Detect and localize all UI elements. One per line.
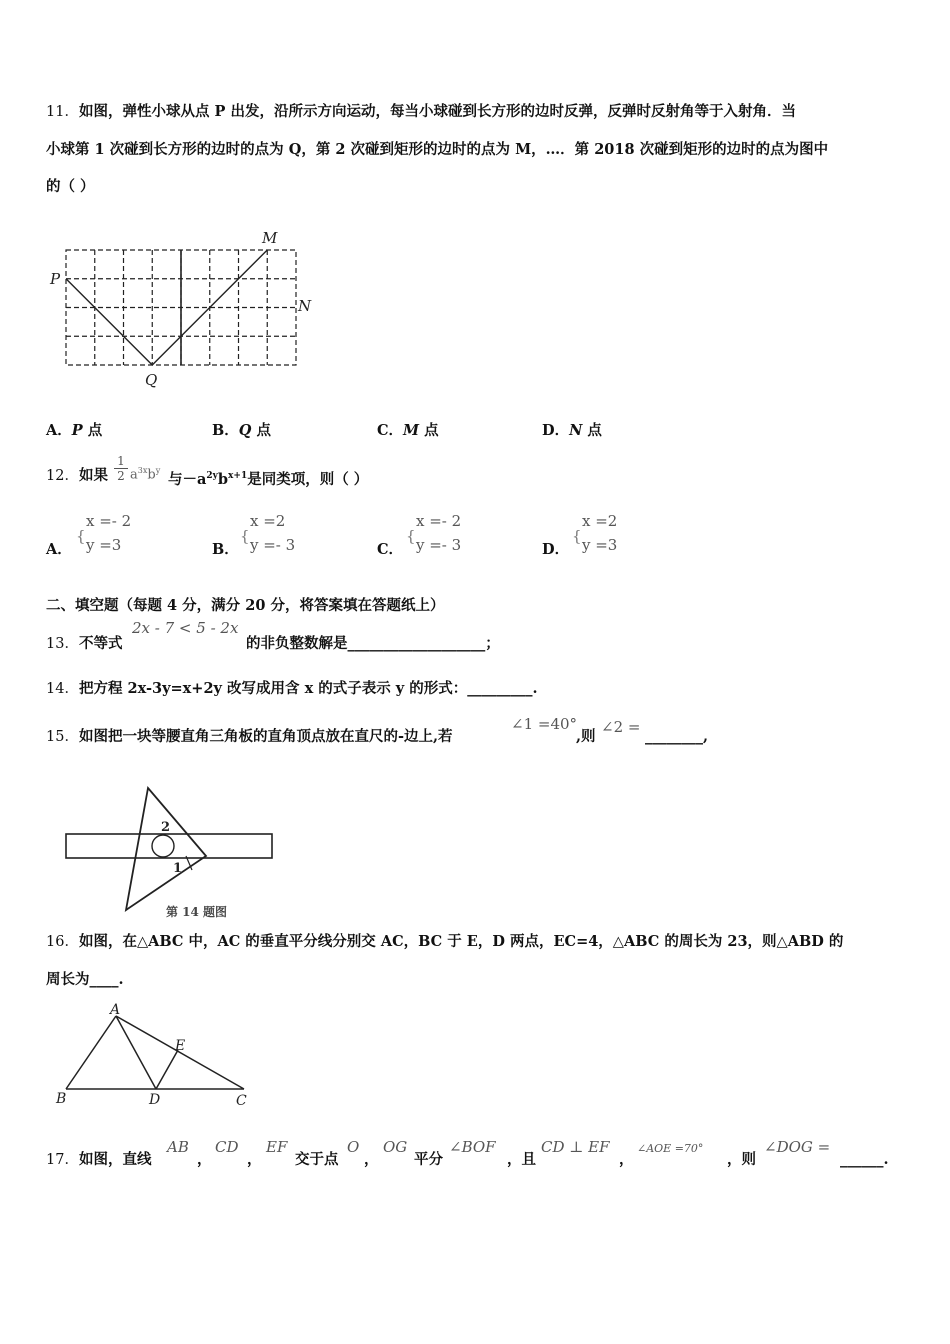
system-top: x =- 2 [416, 512, 462, 530]
q11-text-line3: 的（ ） [46, 178, 95, 195]
q12-mid: 与－a [168, 470, 207, 488]
q12-choice-c[interactable] [377, 538, 403, 559]
q12-d-system [582, 509, 617, 557]
q12-c-system [416, 509, 461, 557]
q12-term-b: b [147, 467, 156, 483]
q15-triangle [126, 788, 206, 910]
q17-perp: CD ⊥ EF [541, 1138, 610, 1156]
q17-aoe: ∠AOE =70° [637, 1142, 704, 1155]
q15-angle-2-label: 2 [161, 820, 171, 835]
q13-line [46, 634, 122, 654]
q12-choice-b[interactable] [212, 538, 239, 559]
choice-label: B． [212, 541, 239, 558]
system-top: x =- 2 [86, 512, 132, 530]
q12-choice-d[interactable] [542, 538, 569, 559]
system-bottom: y =3 [86, 536, 122, 554]
choice-suffix: 点 [251, 422, 271, 439]
q11-text-line1: 如图，弹性小球从点 P 出发，沿所示方向运动，每当小球碰到长方形的边时反弹，反弹时反射角等于入射角．当 [78, 103, 796, 120]
q12-mid-b: b [217, 470, 229, 488]
q11-choice-c[interactable] [377, 419, 439, 440]
q12-choice-a[interactable] [46, 538, 72, 559]
q12-frac-den: 2 [114, 468, 128, 483]
q17-bof: ∠BOF [449, 1138, 496, 1156]
q12-rest [168, 466, 368, 490]
choice-label: D． [542, 422, 570, 439]
q16-text-line2: 周长为____. [46, 971, 124, 988]
q15-line [46, 727, 453, 747]
q17-start [46, 1150, 151, 1170]
q12-suffix: 是同类项，则（ ） [247, 470, 369, 488]
q16-label-c: C [236, 1093, 247, 1109]
q16-triangle-figure [50, 1000, 260, 1110]
choice-label: C． [377, 422, 404, 439]
q17-text4: ，且 [507, 1151, 536, 1168]
choice-suffix: 点 [82, 422, 103, 439]
q12-exp2b: x+1 [228, 471, 248, 481]
q11-line1 [46, 102, 796, 122]
q11-text-line2: 小球第 1 次碰到长方形的边时的点为 Q，第 2 次碰到矩形的边时的点为 M，…．第 2018 次碰到矩形的边时的点为图中 [46, 141, 829, 158]
q16-number: 16． [46, 934, 79, 950]
q17-sep1: ， [197, 1151, 212, 1168]
q13-suffix: 的非负整数解是___________________； [246, 635, 500, 652]
q15-figure [60, 780, 280, 919]
q15-number: 15． [46, 729, 79, 745]
choice-label: D． [542, 541, 570, 558]
q11-label-n: N [298, 297, 312, 315]
q17-ef: EF [266, 1138, 288, 1156]
q15-ask: ∠2 = [601, 718, 641, 736]
q12-a-system [86, 509, 131, 557]
q17-sep4: ， [619, 1151, 634, 1168]
system-bottom: y =- 3 [250, 536, 296, 554]
q14-line [46, 679, 538, 699]
q12-number: 12． [46, 468, 79, 484]
choice-label: C． [377, 541, 404, 558]
q17-og: OG [383, 1138, 408, 1156]
q13-prefix: 不等式 [78, 635, 123, 652]
q11-choice-a[interactable] [46, 419, 102, 440]
brace-icon: { [572, 527, 582, 545]
q14-text: 把方程 2x-3y=x+2y 改写成用含 x 的式子表示 y 的形式：_________. [78, 680, 538, 697]
q17-ab: AB [167, 1138, 189, 1156]
q12-exp-a: 3x [137, 466, 148, 475]
q15-blank: ________, [645, 728, 709, 745]
q17-dog: ∠DOG = [764, 1138, 831, 1156]
q17-text1: 如图，直线 [78, 1151, 152, 1168]
q11-number: 11． [46, 104, 79, 120]
q12-fraction [114, 454, 128, 483]
system-top: x =2 [582, 512, 618, 530]
q17-cd: CD [215, 1138, 239, 1156]
q15-hole [152, 835, 174, 857]
q17-o: O [347, 1138, 360, 1156]
choice-point: Q [238, 422, 252, 439]
choice-label: A． [46, 422, 72, 439]
brace-icon: { [240, 527, 250, 545]
section2-title: 二、填空题（每题 4 分，满分 20 分，将答案填在答题纸上） [46, 597, 445, 614]
q15-condition: ∠1 =40° [511, 715, 578, 733]
q17-text5: ，则 [727, 1151, 756, 1168]
q11-label-m: M [262, 229, 278, 247]
system-top: x =2 [250, 512, 286, 530]
q12-exp2a: 2y [206, 471, 218, 481]
q11-label-p: P [50, 270, 61, 288]
q15-angle-1-label: 1 [173, 861, 183, 876]
q12-exp-b: y [155, 466, 161, 475]
q17-blank: ______. [840, 1151, 889, 1168]
q17-number: 17． [46, 1152, 79, 1168]
q17-sep2: ， [247, 1151, 262, 1168]
q12-b-system [250, 509, 295, 557]
choice-point: N [569, 422, 583, 439]
q11-choice-b[interactable] [212, 419, 271, 440]
q16-label-b: B [56, 1091, 67, 1107]
brace-icon: { [76, 527, 86, 545]
q11-choice-d[interactable] [542, 419, 602, 440]
q16-line1 [46, 932, 843, 952]
choice-suffix: 点 [419, 422, 439, 439]
q12-term1 [130, 466, 160, 482]
q17-text2: 交于点 [295, 1151, 339, 1168]
q16-text-line1: 如图，在△ABC 中，AC 的垂直平分线分别交 AC，BC 于 E，D 两点，EC=4，△ABC 的周长为 23，则△ABD 的 [78, 933, 844, 950]
q11-label-q: Q [145, 371, 158, 389]
q17-text3: 平分 [414, 1151, 443, 1168]
q17-sep3: ， [364, 1151, 379, 1168]
q12-frac-num: 1 [117, 454, 125, 468]
choice-suffix: 点 [582, 422, 602, 439]
q12-term-a: a [130, 467, 138, 483]
q15-mid: ,则 [576, 728, 596, 745]
q12-prefix: 如果 [78, 467, 108, 484]
q16-label-e: E [175, 1038, 186, 1054]
choice-point: P [71, 422, 83, 439]
q13-expr: 2x - 7 < 5 - 2x [132, 619, 239, 637]
q16-label-d: D [149, 1092, 161, 1108]
choice-label: A． [46, 541, 72, 558]
system-bottom: y =3 [582, 536, 618, 554]
q14-number: 14． [46, 681, 79, 697]
q13-number: 13． [46, 636, 79, 652]
system-bottom: y =- 3 [416, 536, 462, 554]
q11-grid-figure [44, 225, 324, 390]
q16-label-a: A [110, 1002, 121, 1018]
q12-line [46, 466, 108, 486]
brace-icon: { [406, 527, 416, 545]
choice-label: B． [212, 422, 239, 439]
choice-point: M [403, 422, 420, 439]
q15-prefix: 如图把一块等腰直角三角板的直角顶点放在直尺的-边上,若 [78, 728, 453, 745]
q15-caption: 第 14 题图 [166, 905, 228, 919]
